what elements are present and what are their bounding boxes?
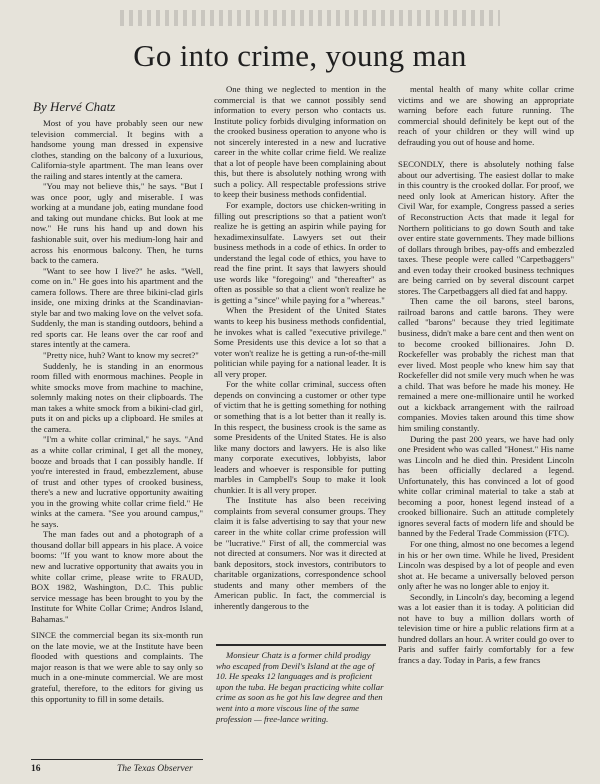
col2-paragraph: The Institute has also been receiving complaints from several consumer groups. They claim it is false advertising to say that your new career in the white collar crime profession will be "lucrative." First of all, the commercial was not directed at consumers. Nor was it directed at bank depositors, stock investors, contributors to charitable organizations, correspondence school students and many other members of the American public. In fact, the commercial is inherently dangerous to the <box>214 495 386 611</box>
headline: Go into crime, young man <box>133 38 467 73</box>
page-number: 16 <box>31 764 41 774</box>
col2-paragraph: For the white collar criminal, success often depends on convincing a customer or other type of victim that he is getting something for nothing or something that is a lot better than it really is. In this respect, the business crook is the same as some Presidents of the United States. He is also like many doctors and lawyers. He is also like many corporate executives, lobbyists, labor leaders and whoever is responsible for putting marbles in Campbell's Soup to make it look chunkier. It is all very proper. <box>214 379 386 495</box>
col3-paragraph: SECONDLY, there is absolutely nothing false about our advertising. The easiest dollar to make in this country is the crooked dollar. For proof, we need only look at American history. After the Civil War, for example, Congress passed a series of Reconstruction Acts that made it legal for Northern politicians to go down South and take over entire state governments. They made billions of dollars through bribes, pay-offs and embezzled taxes. These people were called "Carpetbaggers" and even today their crooked business techniques are being carried on by several discount carpet stores. The Carpetbaggers all died fat and happy. <box>398 159 574 296</box>
column-2 <box>214 84 386 611</box>
author-bio-text: Monsieur Chatz is a former child prodigy who escaped from Devil's Island at the age of 10. He speaks 12 languages and is proficient upon the tuba. He began practicing white collar crime as soon as he got his law degree and then went into a more viscous line of the same profession — free-lance writing. <box>216 650 384 724</box>
col1-paragraph: The man fades out and a photograph of a thousand dollar bill appears in his place. A voice booms: "If you want to know more about the new and lucrative opportunity that awaits you in white collar crime, please write to FRAUD, BOX 1982, Washington, D.C. This public service message has been brought to you by the Institute for White Collar Crime; Andros Island, Bahamas." <box>31 529 203 624</box>
col3-paragraph: For one thing, almost no one becomes a legend in his or her own time. While he lived, President Lincoln was despised by a lot of people and even shot at. He became a universally beloved person only after he was no longer able to enjoy it. <box>398 538 574 592</box>
author-bio <box>216 650 386 724</box>
col1-paragraph: "I'm a white collar criminal," he says. "And as a white collar criminal, I get all the money, booze and broads that I can possibly handle. If you're interested in fraud, embezzlement, abuse of trust and other types of crooked business, there's a new and lucrative opportunity awaiting you in the growing white collar crime field." He winks at the camera. "See you around campus," he says. <box>31 434 203 529</box>
col1-paragraph: "You may not believe this," he says. "But I was once poor, ugly and miserable. I was working at a mundane job, eating mundane food and taking out mundane chicks. But look at me now." He runs his hand up and down his fashionable suit, over his medium-long hair and across his enormous balcony. Then, he turns back to the camera. <box>31 181 203 266</box>
col2-paragraph: For example, doctors use chicken-writing in filling out prescriptions so that a patient won't realize he is getting an aspirin while paying for hexadimexinsulfate. Lawyers set out their business methods in a code of ethics. In order to understand the legal code of ethics, you have to read the fine print. It says that lawyers should use words like "foregoing" and "thereafter" as often as possible so that a client won't realize he is getting a "since" while paying for a "whereas." <box>214 200 386 305</box>
col1-paragraph: "Want to see how I live?" he asks. "Well, come on in." He goes into his apartment and the camera follows. There are three bikini-clad girls inside, one mixing drinks at the Scandinavian-style bar and two making love on the velvet sofa. Suddenly, the man is standing outdoors, behind a red sports car. He leans over the car roof and stares intently at the camera. <box>31 265 203 350</box>
col3-paragraph: During the past 200 years, we have had only one President who was called "Honest." His name was Lincoln and he died thin. President Lincoln has been officially declared a legend. Unfortunately, this has convinced a lot of good white collar criminal material to take a stab at becoming a poor, honest legend instead of a crooked billionaire. Such an attitude completely ignores several facts of modern life and should be banned by the Federal Trade Commission (FTC). <box>398 433 574 539</box>
column-3 <box>398 84 574 666</box>
page-footer <box>31 764 203 774</box>
publication-name: The Texas Observer <box>117 764 193 774</box>
col1-paragraph: SINCE the commercial began its six-month run on the late movie, we at the Institute have been flooded with questions and complaints. The major reason is that we were able to say only so much in a one-minute commercial. We are most grateful, therefore, to the editors for giving us this opportunity to fill in some details. <box>31 630 203 704</box>
col2-paragraph: When the President of the United States wants to keep his business methods confidential, he invokes what is called "executive privilege." Some Presidents use this device a lot so that a voter won't realize he is getting a run-of-the-mill politician while paying for a national leader. It is all very proper. <box>214 305 386 379</box>
footer-rule <box>31 759 203 760</box>
col1-paragraph: "Pretty nice, huh? Want to know my secret?" <box>43 350 199 361</box>
col2-paragraph: One thing we neglected to mention in the commercial is that we cannot possibly send information to every person who contacts us. Institute policy forbids divulging information on the crooked business operation to anyone who is not sincerely interested in a new and lucrative career in the white collar crime field. We realize that a lot of people have been complaining about this, but there is absolutely nothing wrong with such a policy. All respectable professions strive to keep their business methods confidential. <box>214 84 386 200</box>
col3-paragraph: Then came the oil barons, steel barons, railroad barons and cattle barons. They were called "barons" because they tried legitimate business, didn't make a bare cent and then went on to become crooked billionaires. John D. Rockefeller was probably the richest man that ever lived. Most people who knew him say that Rockefeller did not smile very much when he was a child. That was before he made his money. He remained a mere one-millionaire until he worked out a kickback arrangement with the railroad companies. Movies taken around this time show him smiling constantly. <box>398 296 574 433</box>
byline: By Hervé Chatz <box>33 99 116 114</box>
col3-paragraph: mental health of many white collar crime victims and we are showing an appropriate warning before each future running. The commercial should definitely be kept out of the reach of your children or they will wind up defrauding you out of house and home. <box>398 84 574 147</box>
col1-paragraph: Suddenly, he is standing in an enormous room filled with enormous machines. People in white smocks move from machine to machine, solemnly making notes on their clipboards. The man takes a white smock from a bikini-clad girl, puts it on and picks up a clipboard. He smiles at the camera. <box>31 360 203 434</box>
col3-paragraph: Secondly, in Lincoln's day, becoming a legend was a lot easier than it is today. A politician did not have to buy a million dollars worth of television time or hire a public relations firm at a hundred dollars an hour. A writer could go over to Paris and suffer fairly comfortably for a few francs a day. Today in Paris, a few francs <box>398 591 574 665</box>
bleed-through-text <box>120 10 500 26</box>
col1-paragraph: Most of you have probably seen our new television commercial. It begins with a handsome young man dressed in expensive clothes, standing on the balcony of a luxurious, California-style apartment. The man leans over the railing and stares intently at the camera. <box>31 118 203 181</box>
column-1 <box>31 118 203 704</box>
bio-rule-top <box>216 644 386 646</box>
